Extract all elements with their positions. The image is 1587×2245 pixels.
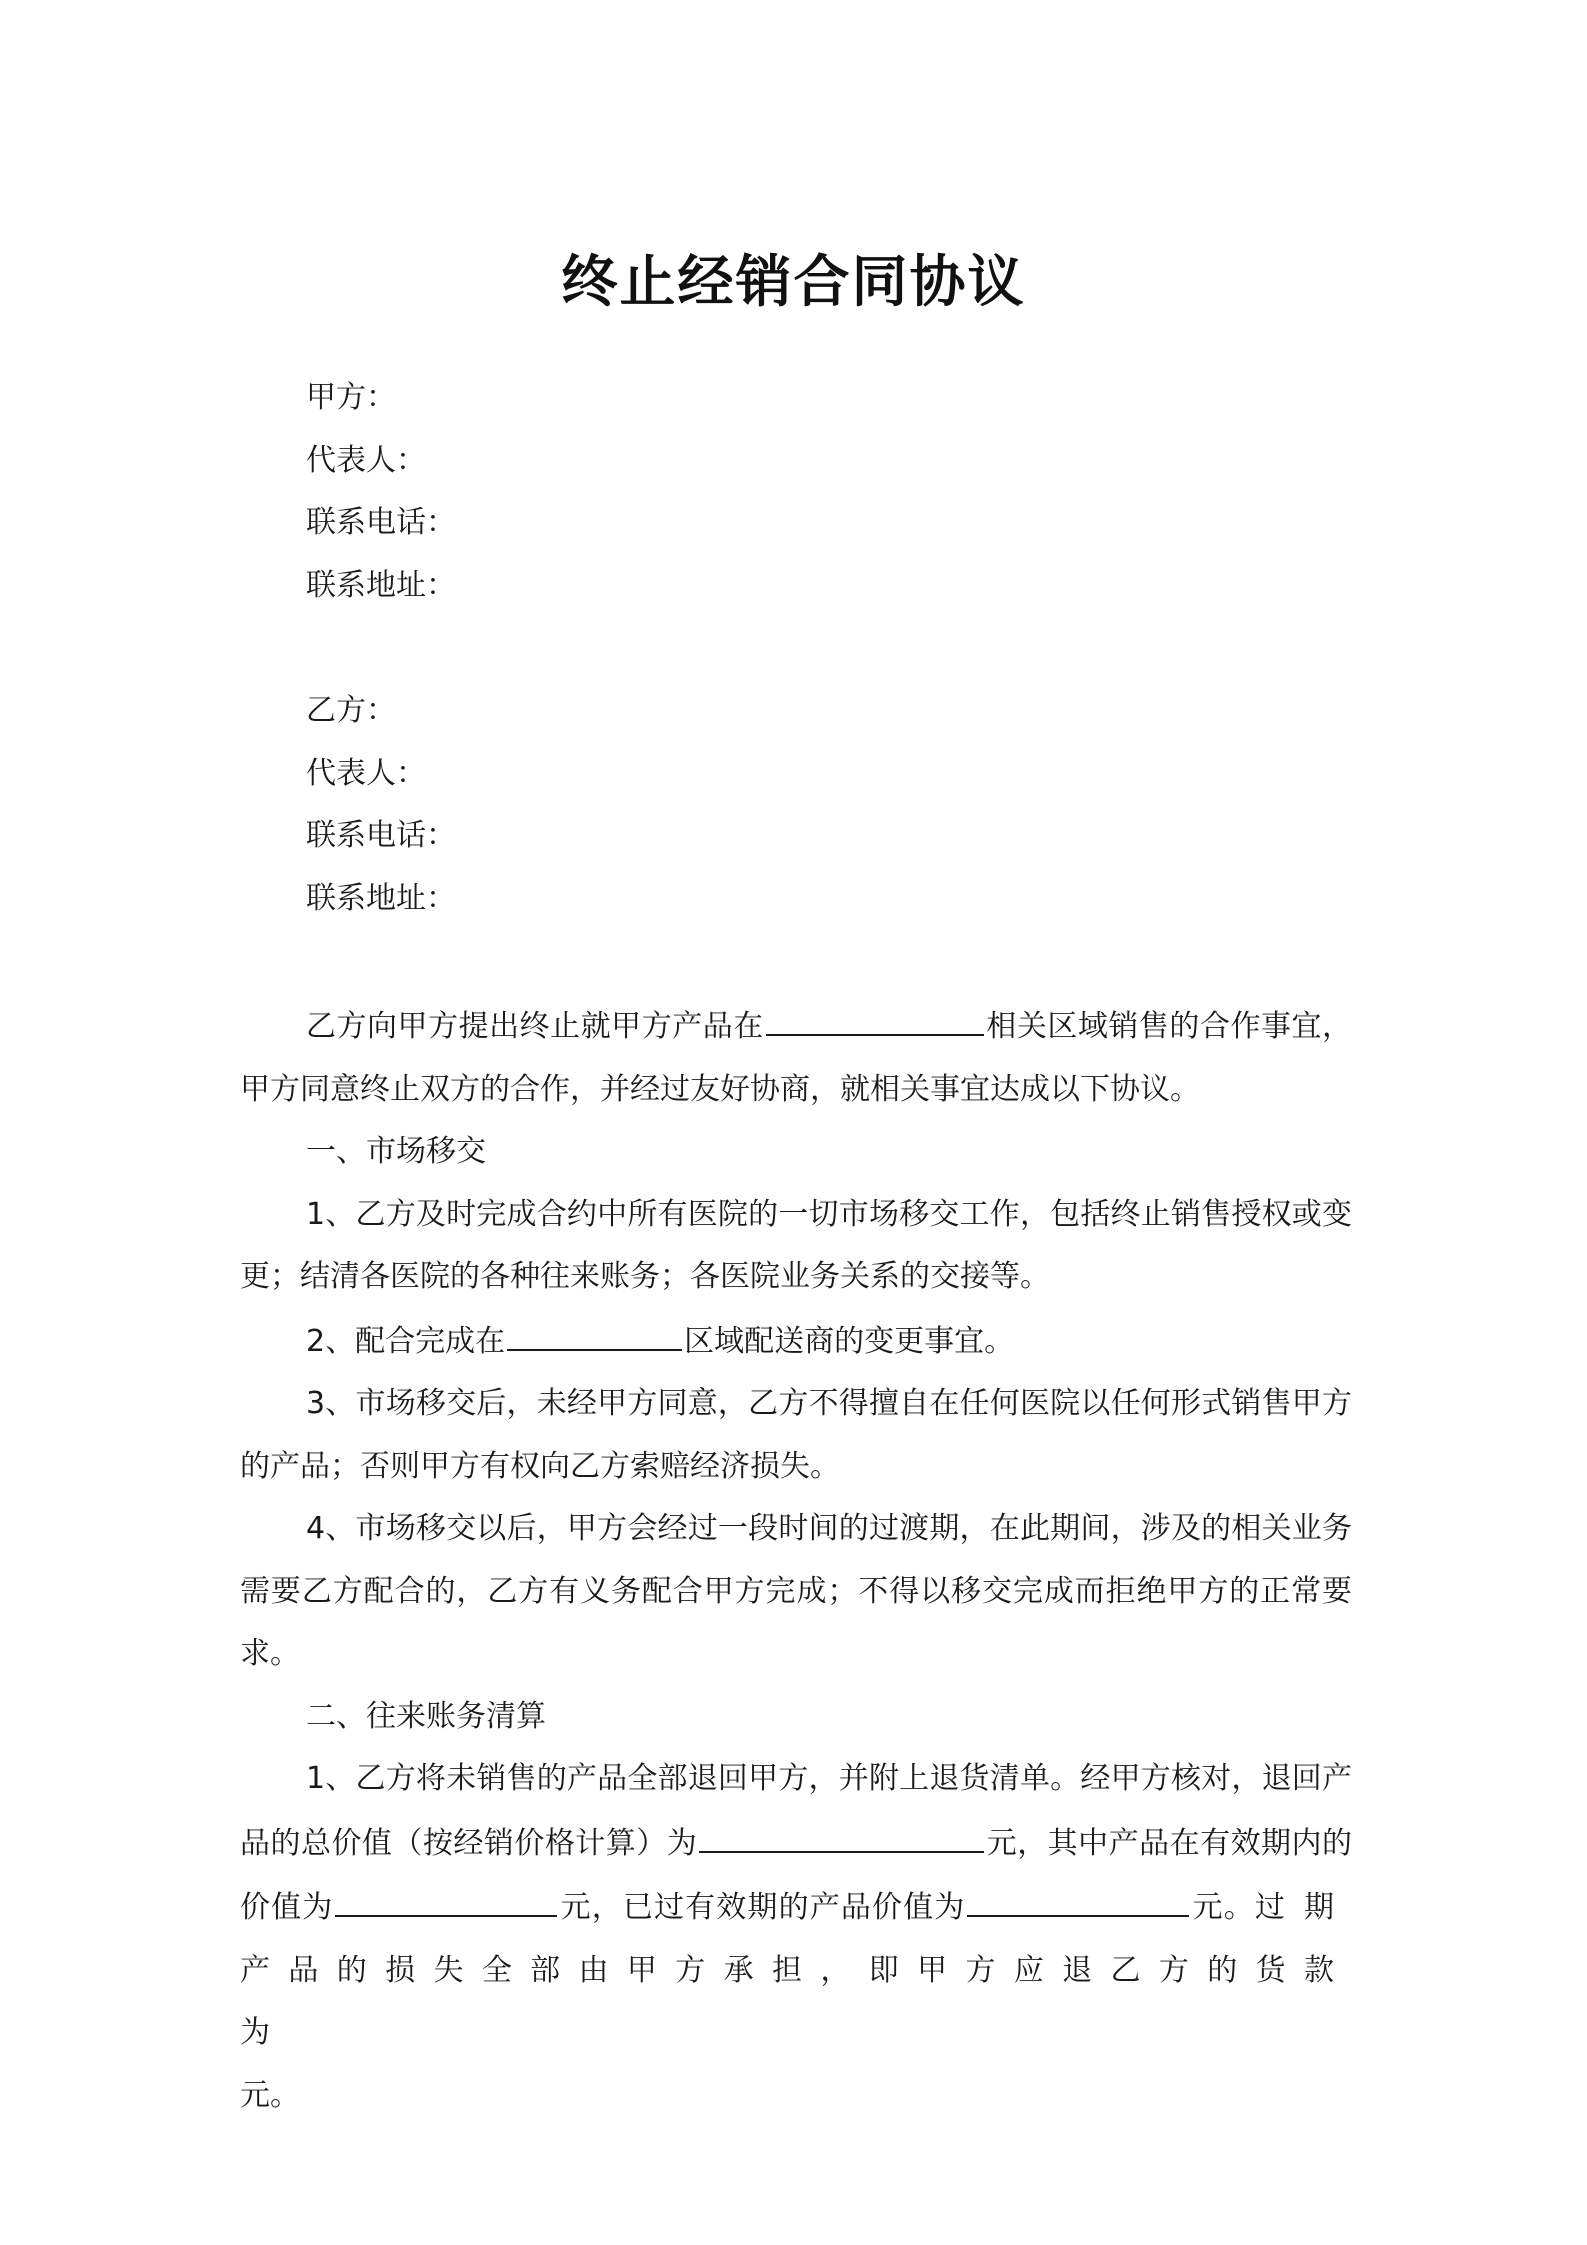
section2-heading: 二、往来账务清算 [306, 1698, 546, 1734]
intro-paragraph [240, 994, 1352, 1121]
party-b-block [306, 680, 456, 930]
section1-item2 [240, 1309, 1352, 1374]
section1-item2-text-1: 2、配合完成在 [306, 1323, 506, 1359]
intro-text-1: 乙方向甲方提出终止就甲方产品在 [306, 1009, 764, 1044]
section1-item4: 4、市场移交以后，甲方会经过一段时间的过渡期，在此期间，涉及的相关业务需要乙方配合的，乙方有义务配合甲方完成；不得以移交完成而拒绝甲方的正常要求。 [240, 1511, 1352, 1671]
party-a-representative-label: 代表人： [306, 442, 426, 478]
region-blank [766, 994, 984, 1036]
section2-item1-text-4: 元。 [1191, 1890, 1255, 1925]
party-a-block [306, 367, 456, 617]
section2-item1-text-5: 过期产品的损失全部由甲方承担，即甲方应退乙方的货款为 [240, 1890, 1353, 2050]
expired-value-blank [967, 1875, 1189, 1917]
party-a-address-label: 联系地址： [306, 567, 456, 603]
section2-item1 [240, 1748, 1352, 2127]
party-a-phone-label: 联系电话： [306, 505, 456, 540]
section1-item2-text-2: 区域配送商的变更事宜。 [684, 1323, 1015, 1359]
total-value-blank [699, 1811, 984, 1853]
section2-item1-text-1: 1、乙方将未销售的产品全部退回甲方，并附上退货清单。经甲方核对，退回产品的总价值（按经销价格计算）为 [240, 1761, 1352, 1861]
section1-item1: 1、乙方及时完成合约中所有医院的一切市场移交工作，包括终止销售授权或变更；结清各医院的各种往来账务；各医院业务关系的交接等。 [240, 1196, 1352, 1294]
agreement-body [240, 994, 1352, 2127]
party-b-phone-label: 联系电话： [306, 818, 456, 853]
document-title: 终止经销合同协议 [561, 249, 1026, 315]
party-b-address-label: 联系地址： [306, 880, 456, 916]
section2-item1-text-3: 元，已过有效期的产品价值为 [559, 1890, 966, 1925]
party-b-representative-label: 代表人： [306, 755, 426, 791]
section2-item1-text-6: 元。 [240, 2077, 300, 2113]
section1-item3: 3、市场移交后，未经甲方同意，乙方不得擅自在任何医院以任何形式销售甲方的产品；否则甲方有权向乙方索赔经济损失。 [240, 1386, 1352, 1484]
party-a-label: 甲方： [306, 380, 396, 415]
valid-value-blank [335, 1875, 557, 1917]
distribution-region-blank [507, 1309, 682, 1351]
party-b-label: 乙方： [306, 693, 396, 728]
section2-item1-text-2: 元，其中产品在有效期内的价值为 [240, 1825, 1353, 1925]
intro-text-2: 相关区域销售的合作事宜，甲方同意终止双方的合作，并经过友好协商，就相关事宜达成以下协议。 [240, 1009, 1353, 1107]
section1-heading: 一、市场移交 [306, 1134, 486, 1169]
